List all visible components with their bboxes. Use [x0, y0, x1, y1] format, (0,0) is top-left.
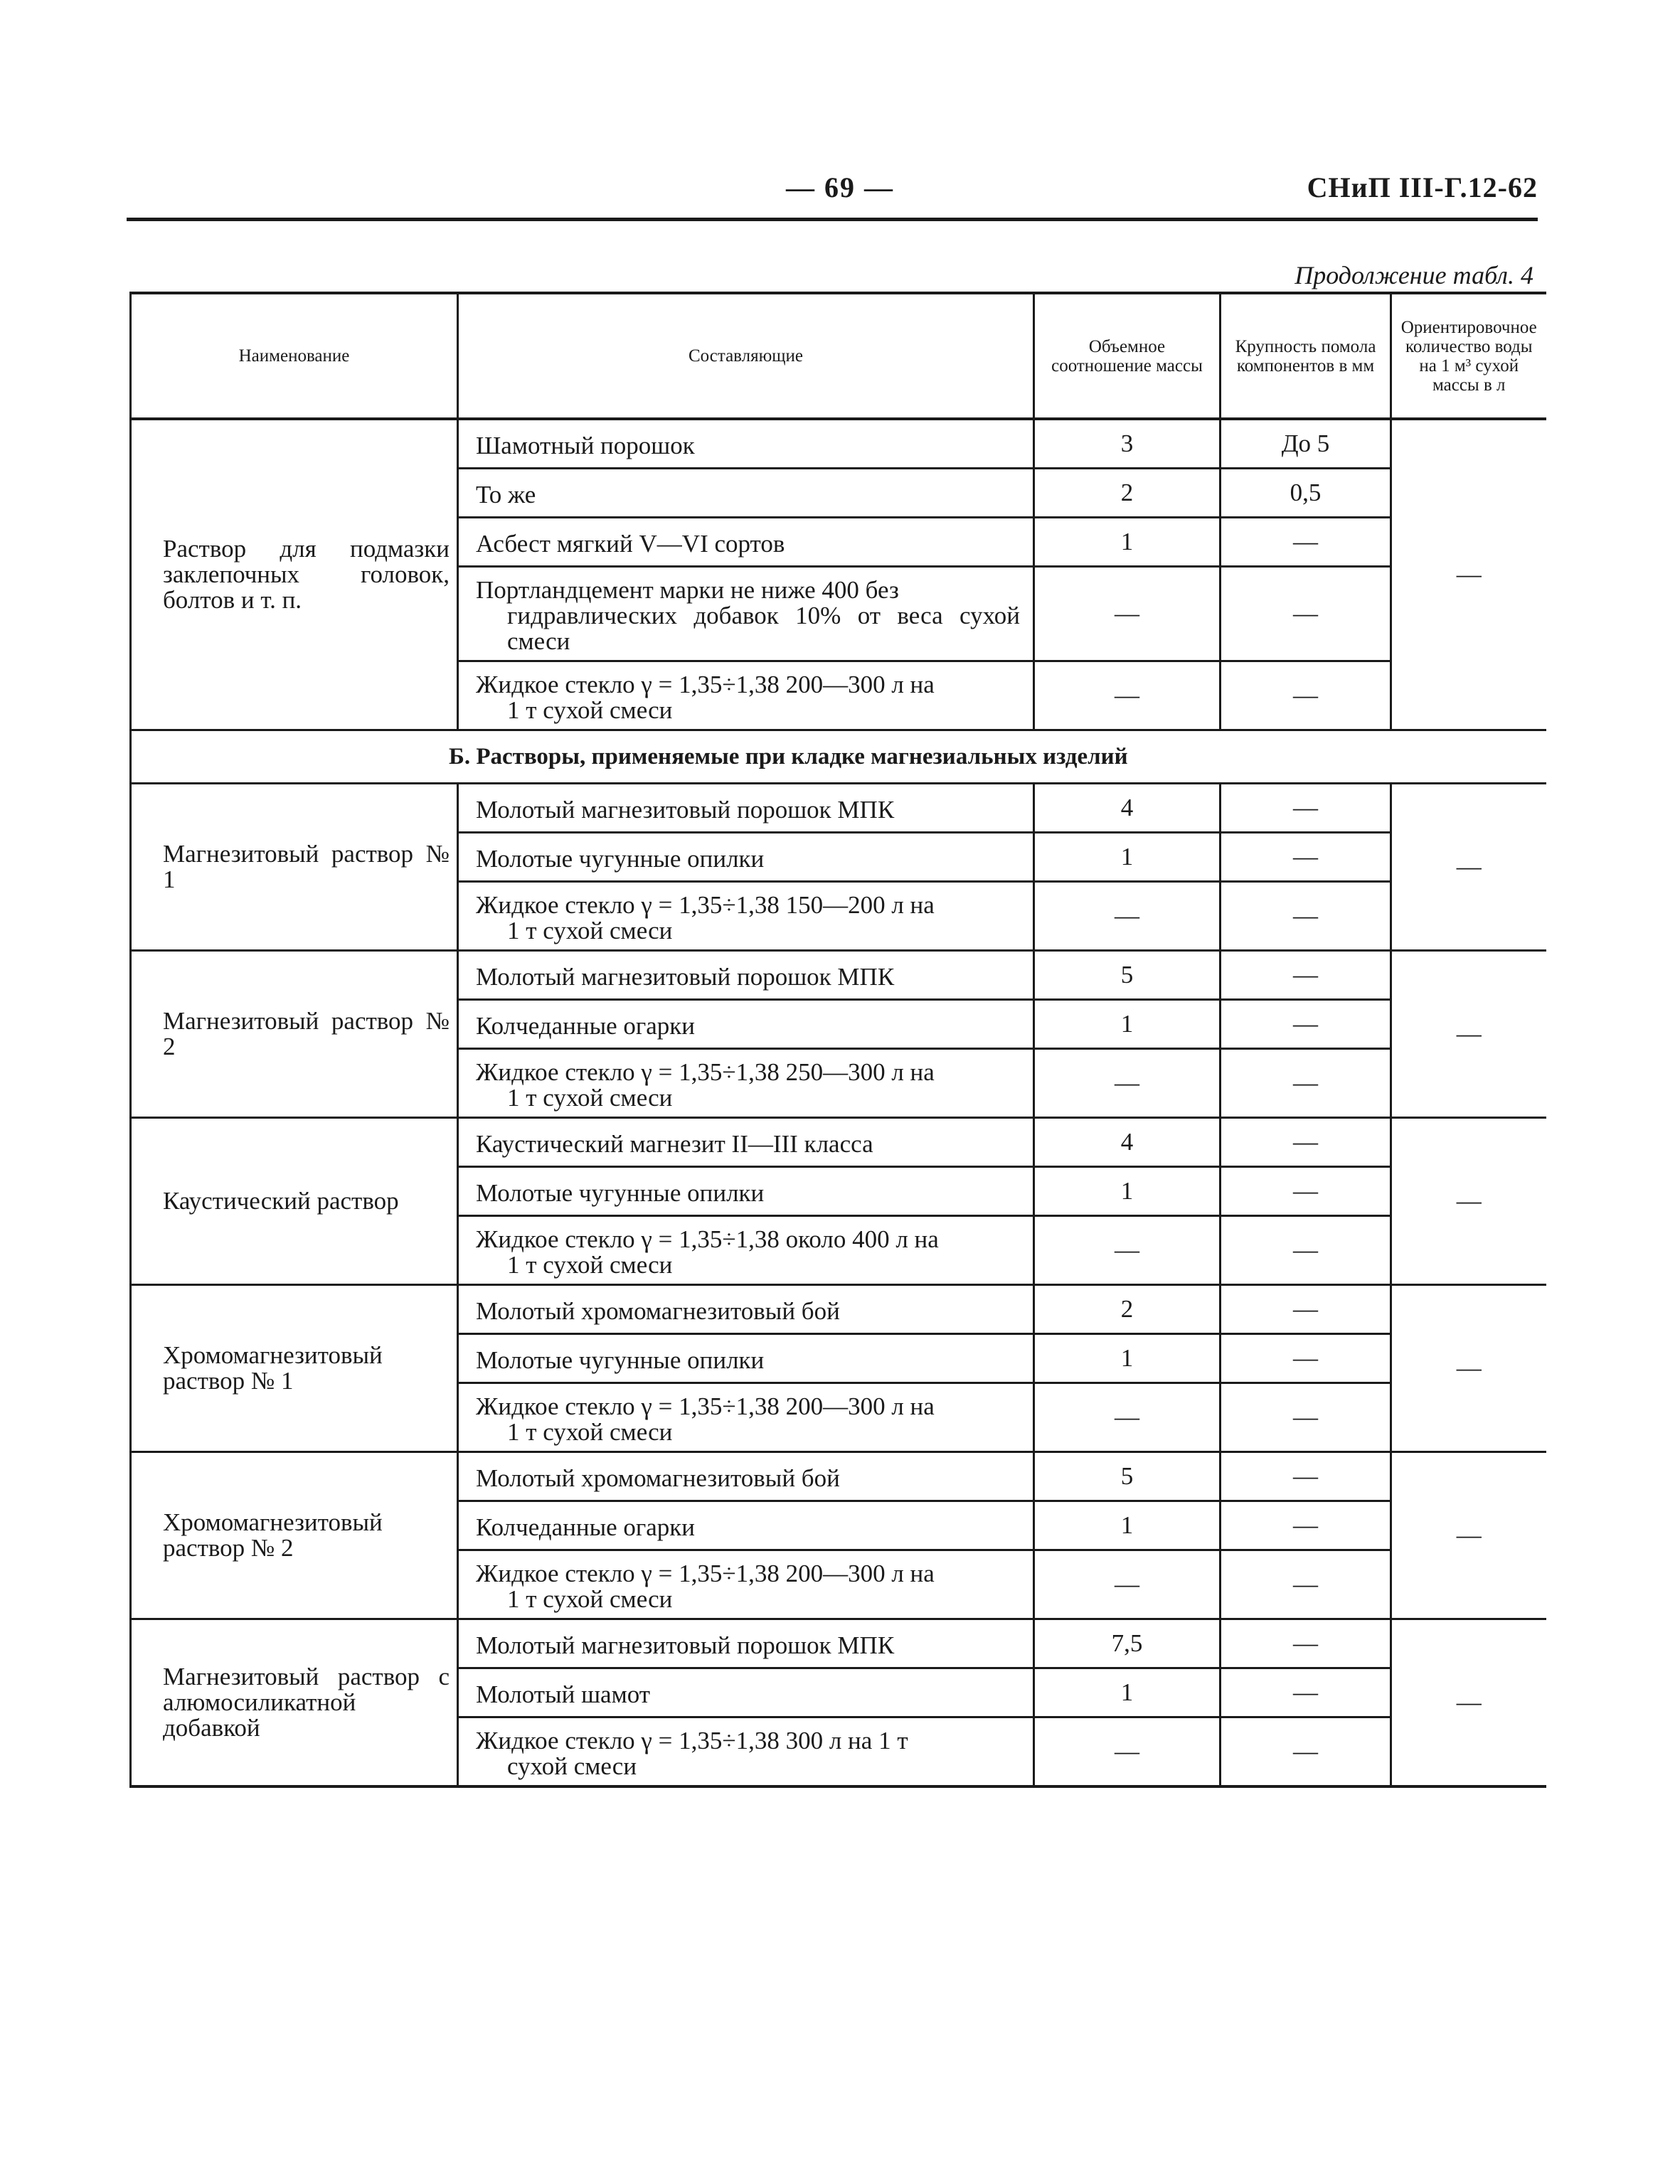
column-header-components: Составляющие [458, 293, 1034, 419]
component-cell [458, 1550, 1034, 1619]
component-cell [458, 1383, 1034, 1452]
column-header-water-amount: Ориентировочное количество воды на 1 м³ сухой массы в л [1391, 293, 1546, 419]
table-row [131, 419, 1546, 469]
volume-ratio-cell: — [1034, 1383, 1221, 1452]
table-row [131, 951, 1546, 1000]
component-cell [458, 1334, 1034, 1383]
component-text: Молотые чугунные опилки [476, 845, 765, 873]
grain-size-cell: — [1221, 1216, 1391, 1285]
page-number: — 69 — [786, 171, 894, 203]
table-header-row [131, 293, 1546, 419]
mortar-name: Каустический раствор [131, 1118, 458, 1285]
volume-ratio-cell: — [1034, 1550, 1221, 1619]
component-cell [458, 1049, 1034, 1118]
volume-ratio-cell: — [1034, 1717, 1221, 1787]
mortar-name: Хромомагнезитовый раствор № 1 [131, 1285, 458, 1452]
component-text: Шамотный порошок [476, 432, 695, 459]
section-b-row [131, 730, 1546, 784]
table-continuation-label: Продолжение табл. 4 [1294, 261, 1533, 289]
component-text: Молотый магнезитовый порошок МПК [476, 1631, 895, 1659]
component-cell [458, 661, 1034, 730]
mortar-name: Магнезитовый раствор с алюмосиликатной добавкой [131, 1619, 458, 1787]
component-text: Асбест мягкий V—VI сортов [476, 530, 785, 558]
volume-ratio-cell: 2 [1034, 469, 1221, 518]
mortar-composition-table [129, 292, 1546, 1788]
column-header-volume-ratio: Объемное соотношение массы [1034, 293, 1221, 419]
component-cell [458, 469, 1034, 518]
grain-size-cell: — [1221, 1619, 1391, 1668]
volume-ratio-cell: 1 [1034, 1501, 1221, 1550]
volume-ratio-cell: — [1034, 661, 1221, 730]
volume-ratio-cell: — [1034, 1216, 1221, 1285]
component-cell [458, 784, 1034, 833]
water-amount-cell: — [1391, 1285, 1546, 1452]
grain-size-cell: — [1221, 1717, 1391, 1787]
component-cell [458, 951, 1034, 1000]
header-rule [127, 218, 1538, 221]
component-text: Жидкое стекло γ = 1,35÷1,38 200—300 л на [476, 671, 935, 698]
component-text: Портландцемент марки не ниже 400 без [476, 576, 899, 604]
section-b-heading: Б. Растворы, применяемые при кладке магнезиальных изделий [131, 730, 1546, 784]
component-text: Жидкое стекло γ = 1,35÷1,38 около 400 л на [476, 1225, 939, 1253]
component-cell [458, 1501, 1034, 1550]
volume-ratio-cell: 1 [1034, 1167, 1221, 1216]
component-cell [458, 1452, 1034, 1501]
column-header-name: Наименование [131, 293, 458, 419]
water-amount-cell: — [1391, 419, 1546, 730]
component-text: Молотые чугунные опилки [476, 1346, 765, 1374]
component-cell [458, 1285, 1034, 1334]
grain-size-cell: — [1221, 1000, 1391, 1049]
grain-size-cell: — [1221, 833, 1391, 882]
component-cell [458, 1118, 1034, 1167]
component-text-continued: 1 т сухой смеси [507, 1251, 673, 1279]
grain-size-cell: До 5 [1221, 419, 1391, 469]
component-text: Молотый шамот [476, 1680, 651, 1708]
grain-size-cell: — [1221, 518, 1391, 567]
water-amount-cell: — [1391, 1118, 1546, 1285]
table-row [131, 1285, 1546, 1334]
grain-size-cell: — [1221, 1118, 1391, 1167]
water-amount-cell: — [1391, 784, 1546, 951]
component-text: Молотые чугунные опилки [476, 1179, 765, 1207]
grain-size-cell: — [1221, 661, 1391, 730]
component-text: Каустический магнезит II—III класса [476, 1130, 873, 1158]
component-text: Колчеданные огарки [476, 1012, 696, 1040]
component-text: То же [476, 481, 536, 508]
volume-ratio-cell: 1 [1034, 1668, 1221, 1717]
grain-size-cell: — [1221, 882, 1391, 951]
component-cell [458, 1167, 1034, 1216]
volume-ratio-cell: — [1034, 567, 1221, 661]
component-text: Молотый магнезитовый порошок МПК [476, 796, 895, 824]
volume-ratio-cell: 1 [1034, 518, 1221, 567]
component-text-continued: гидравлических добавок 10% от веса сухой смеси [507, 602, 1020, 655]
component-cell [458, 882, 1034, 951]
water-amount-cell: — [1391, 1452, 1546, 1619]
grain-size-cell: — [1221, 1167, 1391, 1216]
mortar-name: Раствор для подмазки заклепочных головок, болтов и т. п. [131, 419, 458, 730]
document-code: СНиП III-Г.12-62 [1307, 171, 1538, 203]
component-text: Жидкое стекло γ = 1,35÷1,38 250—300 л на [476, 1058, 935, 1086]
table-row [131, 1452, 1546, 1501]
volume-ratio-cell: 2 [1034, 1285, 1221, 1334]
grain-size-cell: — [1221, 1668, 1391, 1717]
volume-ratio-cell: 3 [1034, 419, 1221, 469]
table-row [131, 1619, 1546, 1668]
component-text-continued: 1 т сухой смеси [507, 696, 673, 724]
component-text: Молотый хромомагнезитовый бой [476, 1297, 840, 1325]
table-row [131, 1118, 1546, 1167]
component-text-continued: 1 т сухой смеси [507, 1585, 673, 1613]
component-text-continued: 1 т сухой смеси [507, 1084, 673, 1112]
component-text-continued: 1 т сухой смеси [507, 917, 673, 944]
component-text: Жидкое стекло γ = 1,35÷1,38 300 л на 1 т [476, 1727, 908, 1754]
component-cell [458, 567, 1034, 661]
component-cell [458, 1668, 1034, 1717]
water-amount-cell: — [1391, 951, 1546, 1118]
component-cell [458, 1717, 1034, 1787]
component-text: Жидкое стекло γ = 1,35÷1,38 200—300 л на [476, 1392, 935, 1420]
grain-size-cell: — [1221, 784, 1391, 833]
component-text: Жидкое стекло γ = 1,35÷1,38 150—200 л на [476, 891, 935, 919]
component-cell [458, 1619, 1034, 1668]
water-amount-cell: — [1391, 1619, 1546, 1787]
component-text: Молотый магнезитовый порошок МПК [476, 963, 895, 991]
component-text-continued: 1 т сухой смеси [507, 1418, 673, 1446]
volume-ratio-cell: — [1034, 1049, 1221, 1118]
volume-ratio-cell: 4 [1034, 1118, 1221, 1167]
grain-size-cell: — [1221, 1550, 1391, 1619]
volume-ratio-cell: 4 [1034, 784, 1221, 833]
volume-ratio-cell: 1 [1034, 1000, 1221, 1049]
component-text: Жидкое стекло γ = 1,35÷1,38 200—300 л на [476, 1560, 935, 1587]
grain-size-cell: — [1221, 1452, 1391, 1501]
component-cell [458, 1216, 1034, 1285]
grain-size-cell: — [1221, 567, 1391, 661]
mortar-name: Магнезитовый раствор № 1 [131, 784, 458, 951]
volume-ratio-cell: 7,5 [1034, 1619, 1221, 1668]
volume-ratio-cell: 5 [1034, 951, 1221, 1000]
grain-size-cell: — [1221, 1334, 1391, 1383]
grain-size-cell: — [1221, 1049, 1391, 1118]
table-row [131, 784, 1546, 833]
component-text-continued: сухой смеси [507, 1752, 637, 1780]
volume-ratio-cell: — [1034, 882, 1221, 951]
volume-ratio-cell: 1 [1034, 833, 1221, 882]
mortar-name: Магнезитовый раствор № 2 [131, 951, 458, 1118]
mortar-name: Хромомагнезитовый раствор № 2 [131, 1452, 458, 1619]
table-body [131, 419, 1546, 1786]
volume-ratio-cell: 5 [1034, 1452, 1221, 1501]
grain-size-cell: — [1221, 1383, 1391, 1452]
component-cell [458, 419, 1034, 469]
grain-size-cell: — [1221, 1501, 1391, 1550]
volume-ratio-cell: 1 [1034, 1334, 1221, 1383]
column-header-grain-size: Крупность помола компонентов в мм [1221, 293, 1391, 419]
component-cell [458, 518, 1034, 567]
component-cell [458, 833, 1034, 882]
component-text: Колчеданные огарки [476, 1513, 696, 1541]
component-cell [458, 1000, 1034, 1049]
component-text: Молотый хромомагнезитовый бой [476, 1464, 840, 1492]
grain-size-cell: — [1221, 951, 1391, 1000]
grain-size-cell: 0,5 [1221, 469, 1391, 518]
grain-size-cell: — [1221, 1285, 1391, 1334]
